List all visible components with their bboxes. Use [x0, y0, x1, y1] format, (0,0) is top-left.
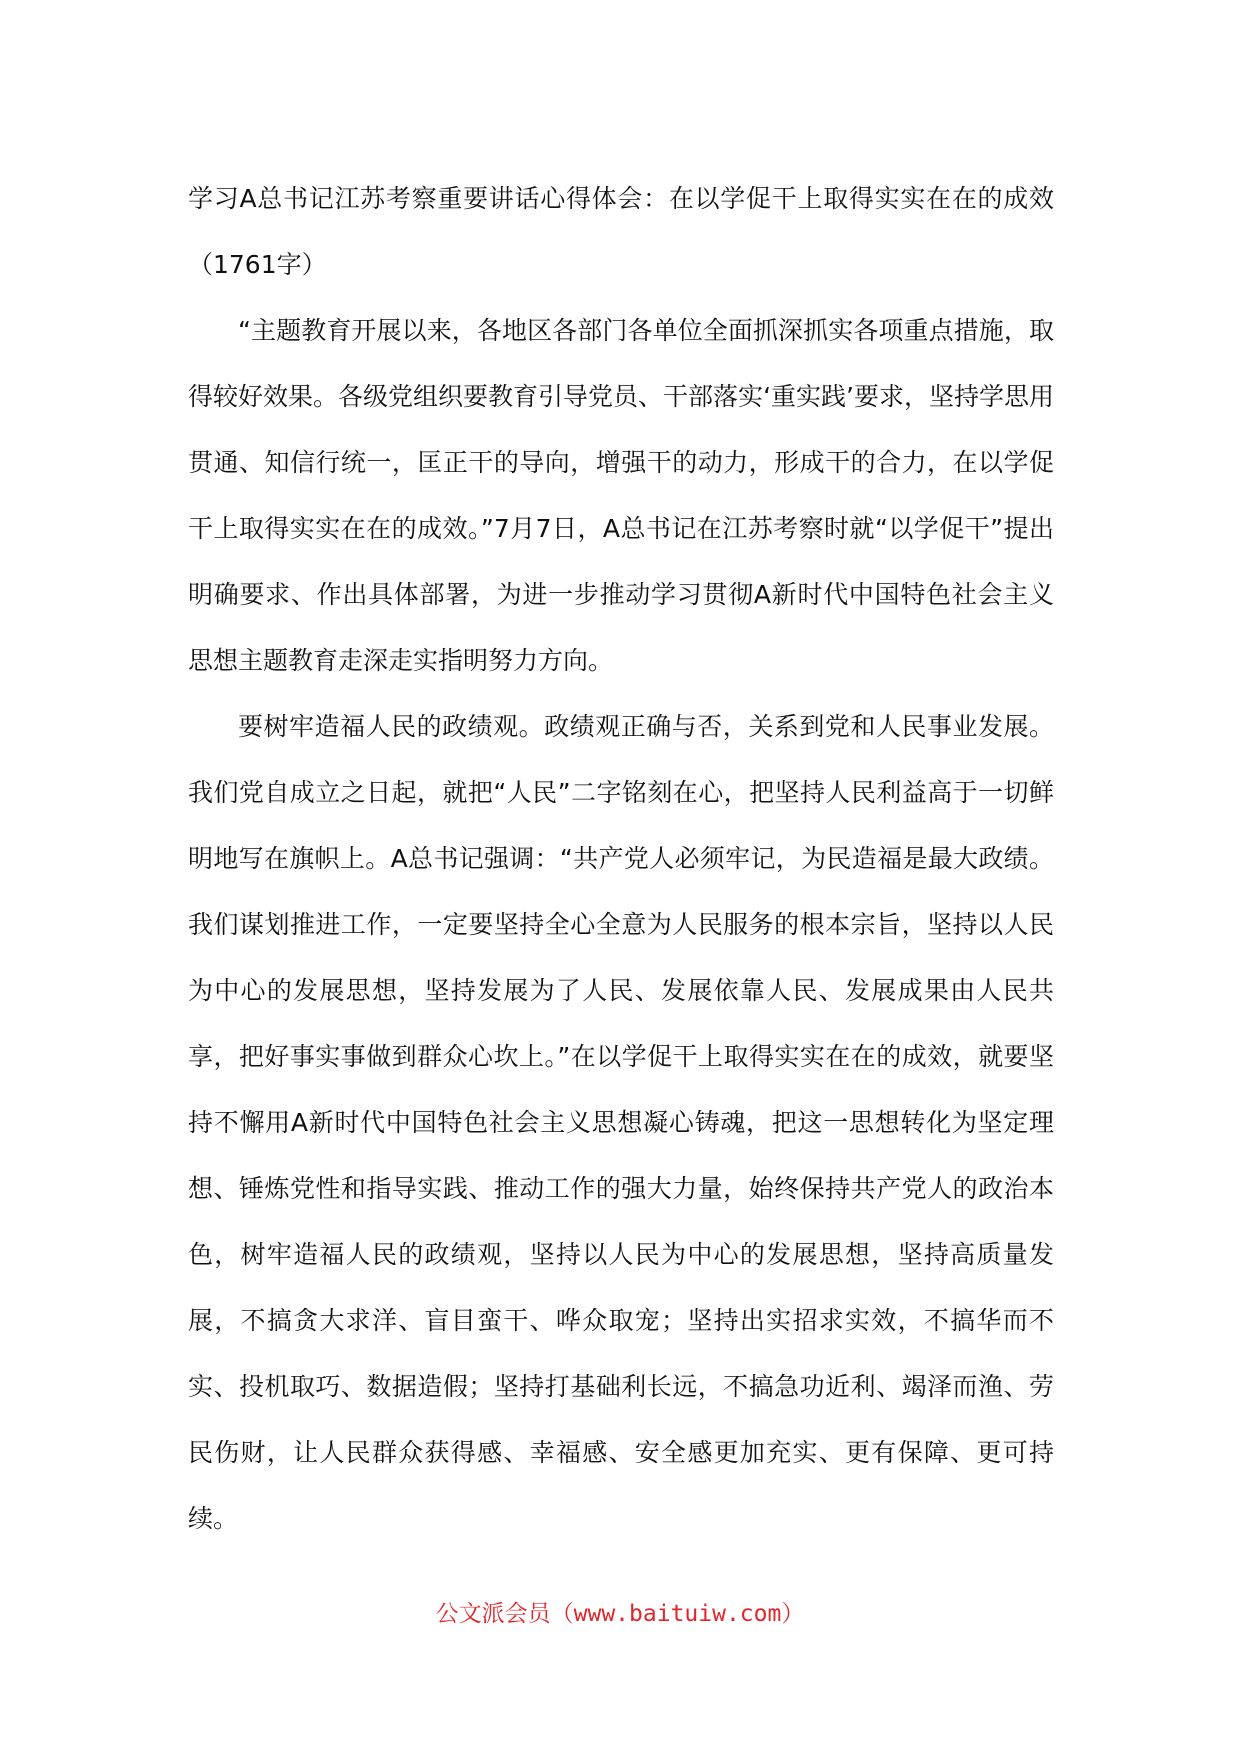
paragraph-2: 要树牢造福人民的政绩观。政绩观正确与否，关系到党和人民事业发展。我们党自成立之日起，就把“人民”二字铭刻在心，把坚持人民利益高于一切鲜明地写在旗帜上。A总书记强调：“共产党人必须牢记，为民造福是最大政绩。我们谋划推进工作，一定要坚持全心全意为人民服务的根本宗旨，坚持以人民为中心的发展思想，坚持发展为了人民、发展依靠人民、发展成果由人民共享，把好事实事做到群众心坎上。”在以学促干上取得实实在在的成效，就要坚持不懈用A新时代中国特色社会主义思想凝心铸魂，把这一思想转化为坚定理想、锤炼党性和指导实践、推动工作的强大力量，始终保持共产党人的政治本色，树牢造福人民的政绩观，坚持以人民为中心的发展思想，坚持高质量发展，不搞贪大求洋、盲目蛮干、哗众取宠；坚持出实招求实效，不搞华而不实、投机取巧、数据造假；坚持打基础利长远，不搞急功近利、竭泽而渔、劳民伤财，让人民群众获得感、幸福感、安全感更加充实、更有保障、更可持续。	[188, 712, 1054, 1533]
footer-close: ）	[781, 1601, 805, 1627]
footer-label: 公文派会员（	[435, 1601, 574, 1627]
paragraph-1: “主题教育开展以来，各地区各部门各单位全面抓深抓实各项重点措施，取得较好效果。各级党组织要教育引导党员、干部落实‘重实践’要求，坚持学思用贯通、知信行统一，匡正干的导向，增强干的动力，形成干的合力，在以学促干上取得实实在在的成效。”7月7日，A总书记在江苏考察时就“以学促干”提出明确要求、作出具体部署，为进一步推动学习贯彻A新时代中国特色社会主义思想主题教育走深走实指明努力方向。	[188, 316, 1054, 675]
document-title: 学习A总书记江苏考察重要讲话心得体会：在以学促干上取得实实在在的成效（1761字）	[188, 184, 1054, 279]
footer-watermark	[0, 1594, 1240, 1634]
document-body	[188, 166, 1054, 1552]
footer-url-link[interactable]: www.baituiw.com	[573, 1601, 782, 1627]
